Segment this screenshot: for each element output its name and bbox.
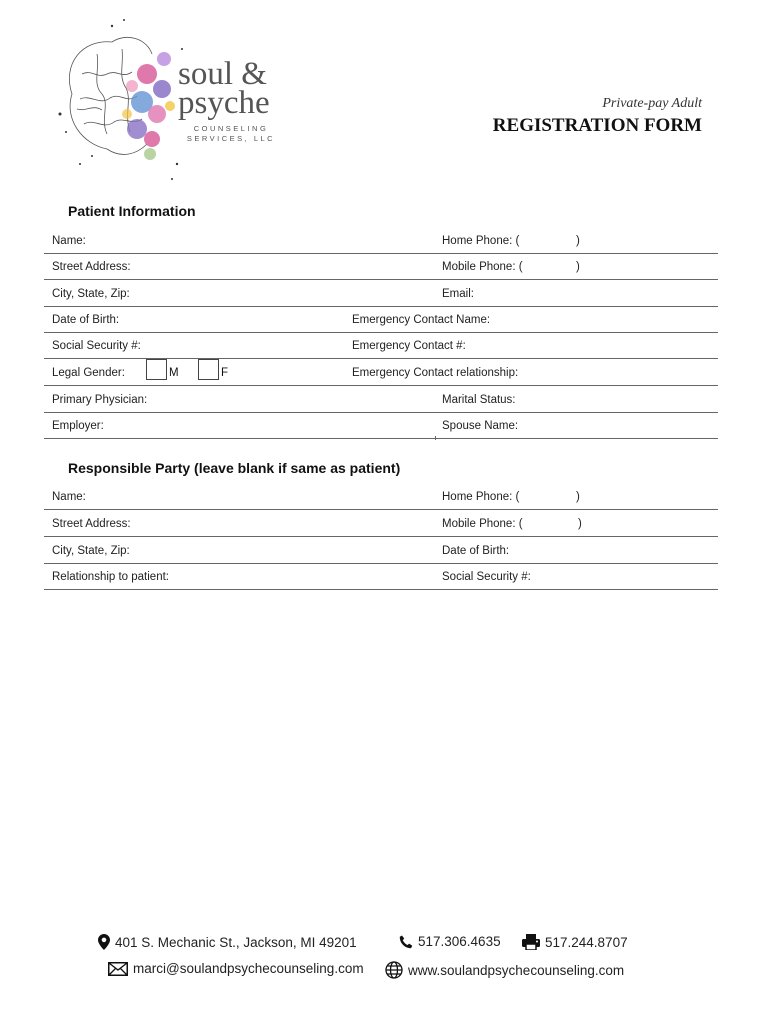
brand-sub-line2: SERVICES, LLC [186,134,276,143]
patient-row-name [44,227,718,254]
globe-icon [385,961,403,979]
patient-row-ssn [44,332,718,359]
responsible-mobile-phone-paren: ) [578,518,582,530]
gender-m-label: M [169,367,179,379]
responsible-relationship-label: Relationship to patient: [52,571,169,583]
responsible-section-heading: Responsible Party (leave blank if same as patient) [68,460,401,476]
phone-icon [399,935,413,949]
patient-ec-number-label: Emergency Contact #: [352,340,466,352]
patient-spouse-label: Spouse Name: [442,420,519,432]
footer-address-text: 401 S. Mechanic St., Jackson, MI 49201 [115,934,357,950]
brand-logo-text [178,56,281,144]
responsible-row-street [44,510,718,537]
patient-ec-name-label: Emergency Contact Name: [352,314,491,326]
patient-employer-label: Employer: [52,420,104,432]
form-title: REGISTRATION FORM [492,115,702,136]
footer-website[interactable] [385,961,624,979]
patient-name-label: Name: [52,235,86,247]
responsible-street-label: Street Address: [52,518,131,530]
patient-row-employer [44,412,718,439]
brand-sub-line1: COUNSELING [193,124,269,133]
responsible-name-label: Name: [52,491,86,503]
patient-row-gender [44,359,718,386]
fax-icon [522,934,540,950]
brand-name-line1: soul & [178,56,267,92]
responsible-mobile-phone-label: Mobile Phone: ( [442,518,523,530]
patient-home-phone-label: Home Phone: ( [442,235,520,247]
footer-fax [522,934,628,950]
gender-f-label: F [221,367,229,379]
responsible-row-relationship [44,563,718,590]
responsible-row-name [44,483,718,510]
responsible-home-phone-label: Home Phone: ( [442,491,520,503]
footer-email-text[interactable]: marci@soulandpsychecounseling.com [133,961,364,976]
patient-ssn-label: Social Security #: [52,340,141,352]
patient-ec-relationship-label: Emergency Contact relationship: [352,367,519,379]
footer-fax-text: 517.244.8707 [545,934,628,950]
form-subtitle: Private-pay Adult [602,96,702,111]
patient-row-physician [44,386,718,413]
map-pin-icon [98,934,110,950]
patient-gender-label: Legal Gender: [52,367,125,379]
footer-phone [399,934,501,949]
patient-street-label: Street Address: [52,261,131,273]
responsible-row-city [44,537,718,564]
patient-physician-label: Primary Physician: [52,394,148,406]
column-divider [435,436,436,440]
footer-address [98,934,357,950]
brand-name-line2: psyche [178,85,270,121]
patient-mobile-phone-paren: ) [576,261,580,273]
gender-m-checkbox[interactable] [146,359,167,380]
patient-email-label: Email: [442,288,474,300]
footer-website-text[interactable]: www.soulandpsychecounseling.com [408,962,625,978]
patient-row-street [44,253,718,280]
responsible-ssn-label: Social Security #: [442,571,531,583]
patient-home-phone-paren: ) [576,235,580,247]
patient-dob-label: Date of Birth: [52,314,120,326]
patient-mobile-phone-label: Mobile Phone: ( [442,261,523,273]
patient-row-city [44,280,718,307]
patient-row-dob [44,306,718,333]
responsible-home-phone-paren: ) [576,491,580,503]
footer-phone-text: 517.306.4635 [418,934,501,949]
patient-marital-label: Marital Status: [442,394,516,406]
form-title-block [493,94,702,138]
patient-city-label: City, State, Zip: [52,288,130,300]
patient-section-heading: Patient Information [68,203,196,219]
responsible-dob-label: Date of Birth: [442,545,510,557]
footer-email[interactable] [108,961,364,976]
mail-icon [108,962,128,976]
gender-f-checkbox[interactable] [198,359,219,380]
responsible-city-label: City, State, Zip: [52,545,130,557]
